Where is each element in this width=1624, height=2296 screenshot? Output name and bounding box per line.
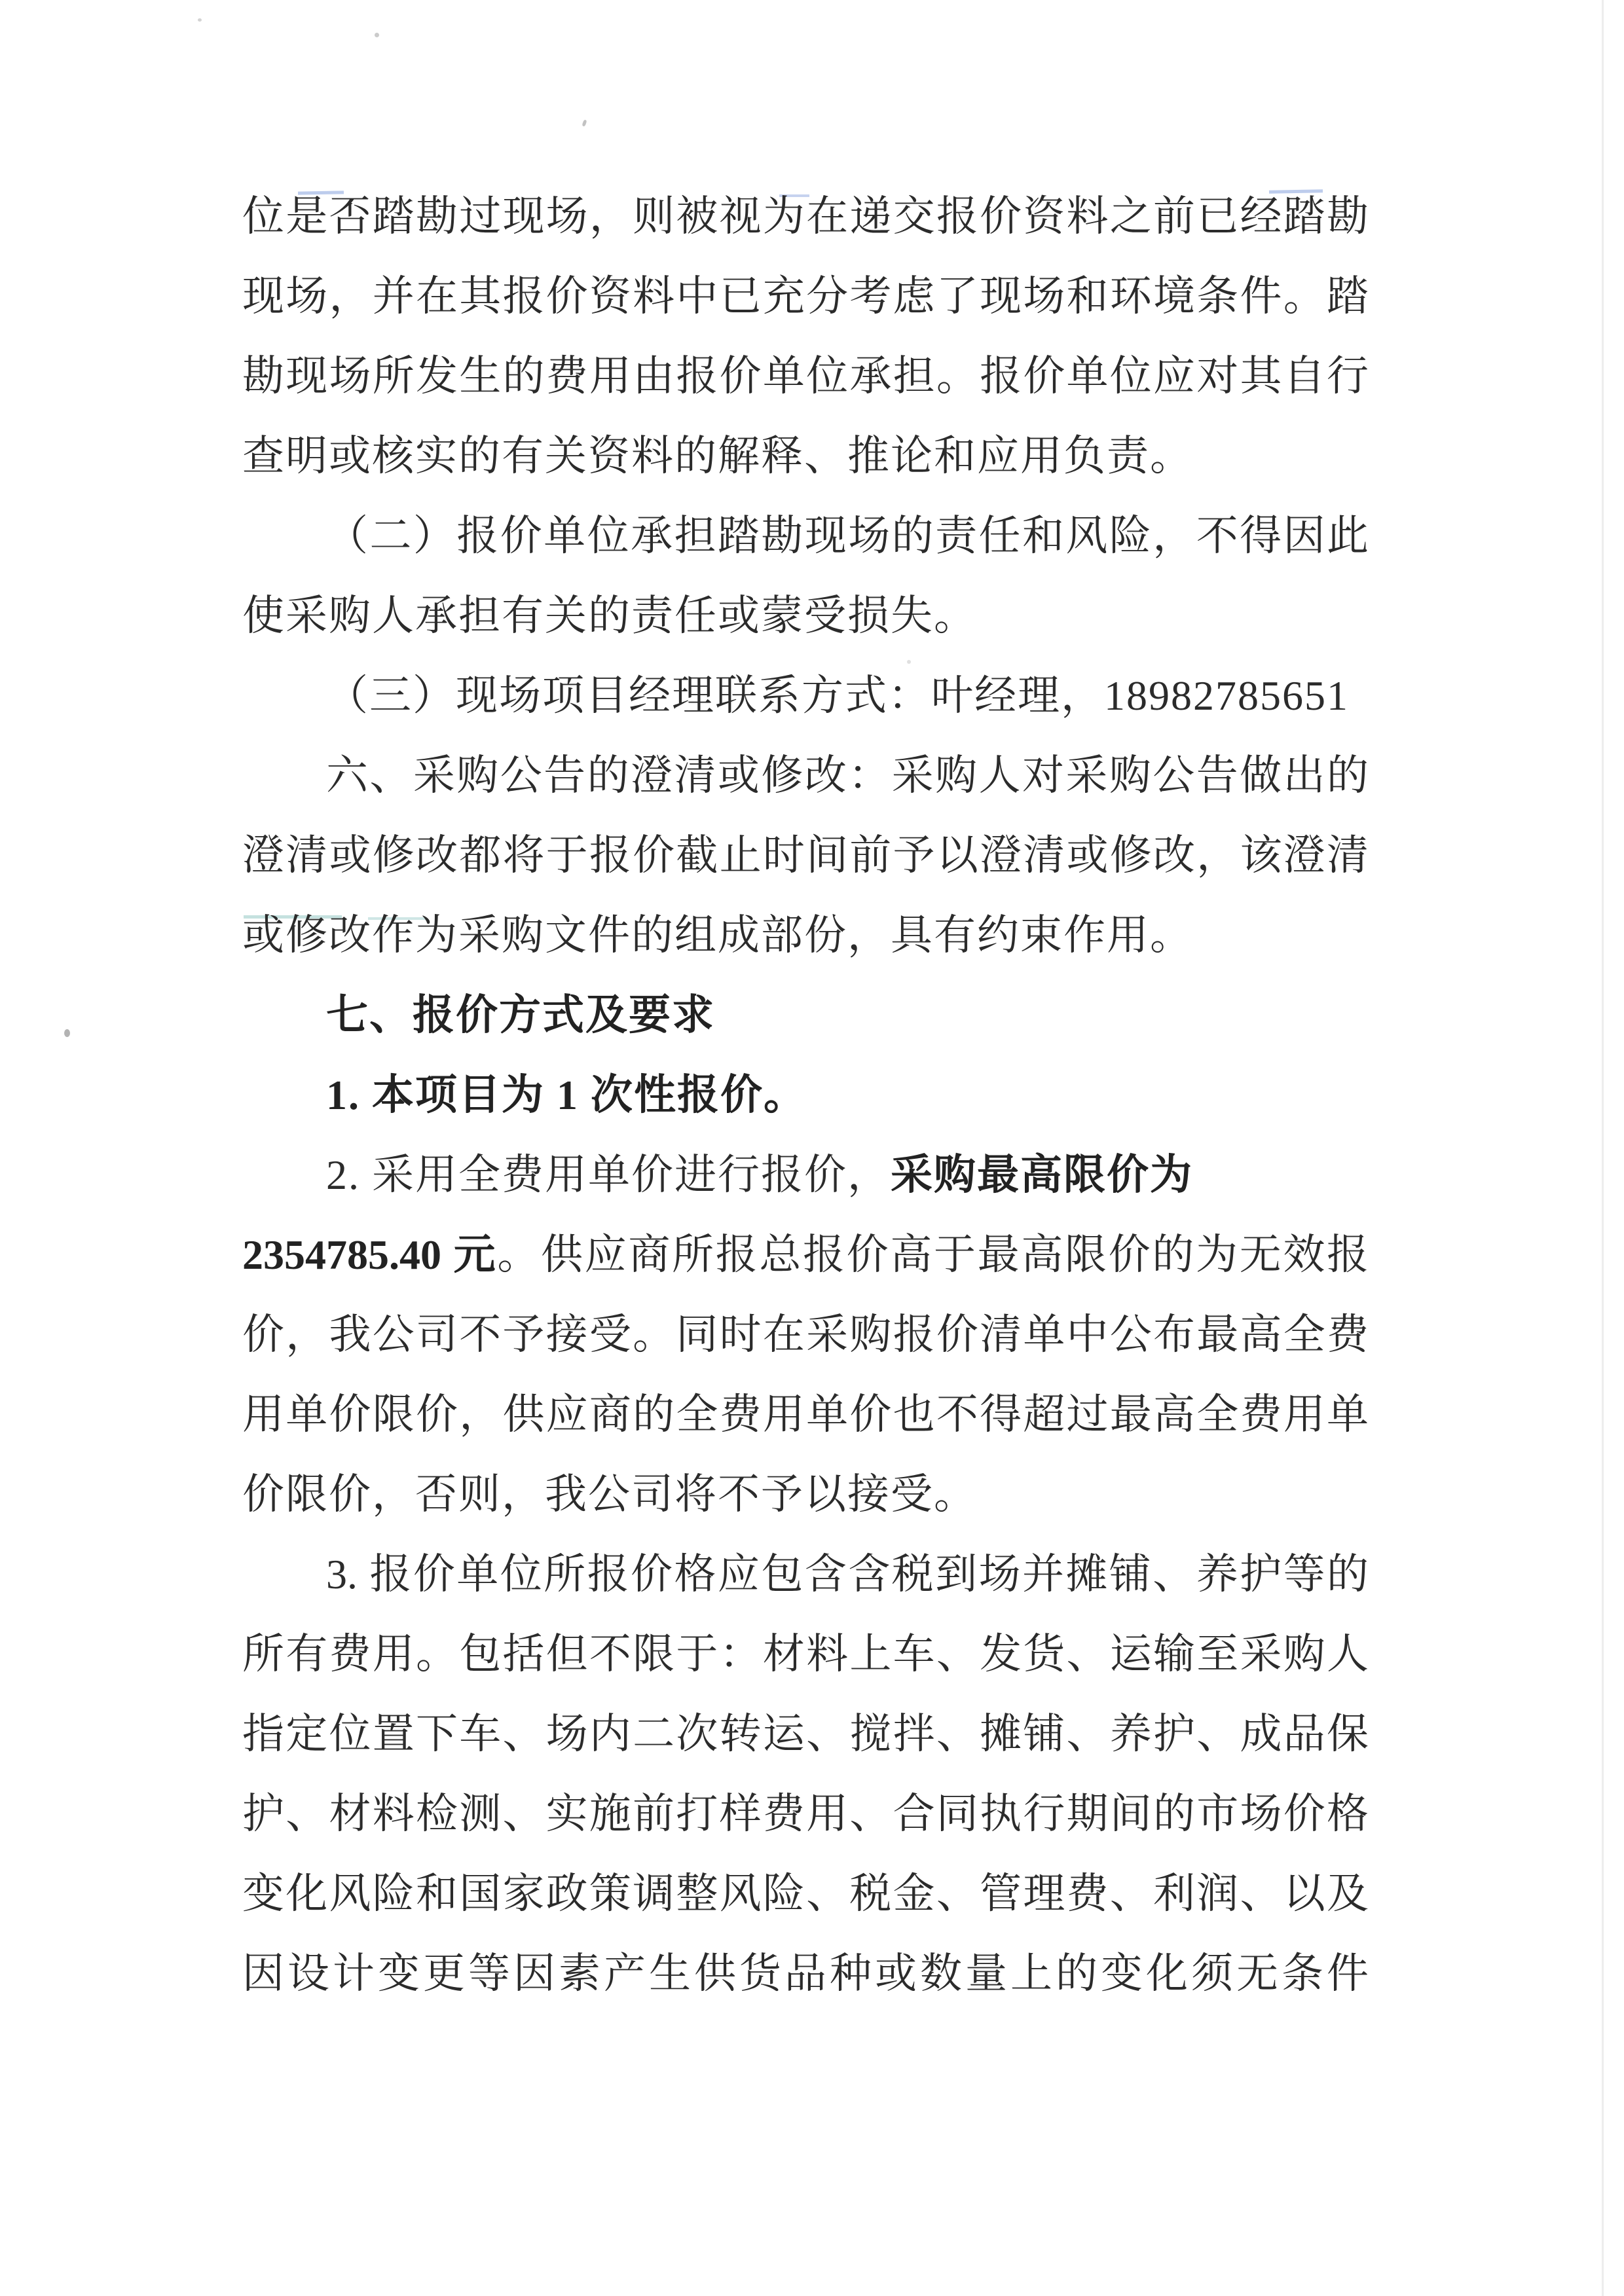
text-run: 价限价，否则，我公司将不予以接受。 [242,1471,977,1518]
text-run: 采购最高限价为 [891,1152,1193,1198]
document-line [242,416,1369,496]
document-line [242,1215,1369,1295]
scan-artifact-speck [581,119,587,126]
text-run: 价，我公司不予接受。同时在采购报价清单中公布最高全费 [242,1311,1369,1358]
scan-artifact-speck [198,18,202,22]
document-line [242,1614,1369,1694]
document-line [242,896,1369,975]
document-line [242,337,1369,416]
text-run: 1. 本项目为 1 次性报价。 [326,1072,807,1118]
text-run: 2354785.40 元 [242,1231,498,1278]
text-run: 查明或核实的有关资料的解释、推论和应用负责。 [242,433,1193,479]
document-line [242,816,1369,896]
document-line [242,177,1369,257]
text-run: 2. 采用全费用单价进行报价， [326,1152,891,1198]
text-run: 或修改作为采购文件的组成部份，具有约束作用。 [242,912,1193,958]
document-line [242,1455,1369,1535]
document-line [242,1055,1369,1135]
text-run: 使采购人承担有关的责任或蒙受损失。 [242,592,977,639]
document-line [242,496,1369,576]
text-run: 六、采购公告的澄清或修改：采购人对采购公告做出的 [326,752,1369,799]
text-run: 因设计变更等因素产生供货品种或数量上的变化须无条件 [242,1950,1369,1997]
scan-edge-line [1602,0,1604,2296]
scan-artifact-speck [375,33,379,37]
document-line [242,656,1369,736]
document-line [242,1694,1369,1774]
document-line [242,1535,1369,1614]
document-line [242,975,1369,1055]
scan-artifact-speck [64,1029,70,1037]
document-line [242,1854,1369,1934]
document-line [242,1774,1369,1854]
text-run: 七、报价方式及要求 [326,992,715,1038]
text-run: 3. 报价单位所报价格应包含含税到场并摊铺、养护等的 [326,1551,1369,1597]
document-line [242,576,1369,656]
document-line [242,736,1369,816]
text-run: 位是否踏勘过现场，则被视为在递交报价资料之前已经踏勘 [242,193,1369,240]
document-line [242,1375,1369,1455]
text-run: 用单价限价，供应商的全费用单价也不得超过最高全费用单 [242,1391,1369,1438]
document-line [242,1934,1369,2014]
document-body [242,177,1369,2014]
text-run: 勘现场所发生的费用由报价单位承担。报价单位应对其自行 [242,353,1369,399]
text-run: 现场，并在其报价资料中已充分考虑了现场和环境条件。踏 [242,273,1369,319]
text-run: 变化风险和国家政策调整风险、税金、管理费、利润、以及 [242,1870,1369,1917]
document-line [242,1135,1369,1215]
text-run: 澄清或修改都将于报价截止时间前予以澄清或修改，该澄清 [242,832,1369,879]
text-run: 指定位置下车、场内二次转运、搅拌、摊铺、养护、成品保 [242,1711,1369,1757]
text-run: 。供应商所报总报价高于最高限价的为无效报 [497,1231,1369,1278]
document-line [242,1295,1369,1375]
text-run: （三）现场项目经理联系方式：叶经理，18982785651 [326,672,1349,719]
document-line [242,257,1369,337]
text-run: （二）报价单位承担踏勘现场的责任和风险，不得因此 [326,513,1369,559]
text-run: 所有费用。包括但不限于：材料上车、发货、运输至采购人 [242,1631,1369,1677]
text-run: 护、材料检测、实施前打样费用、合同执行期间的市场价格 [242,1791,1369,1837]
